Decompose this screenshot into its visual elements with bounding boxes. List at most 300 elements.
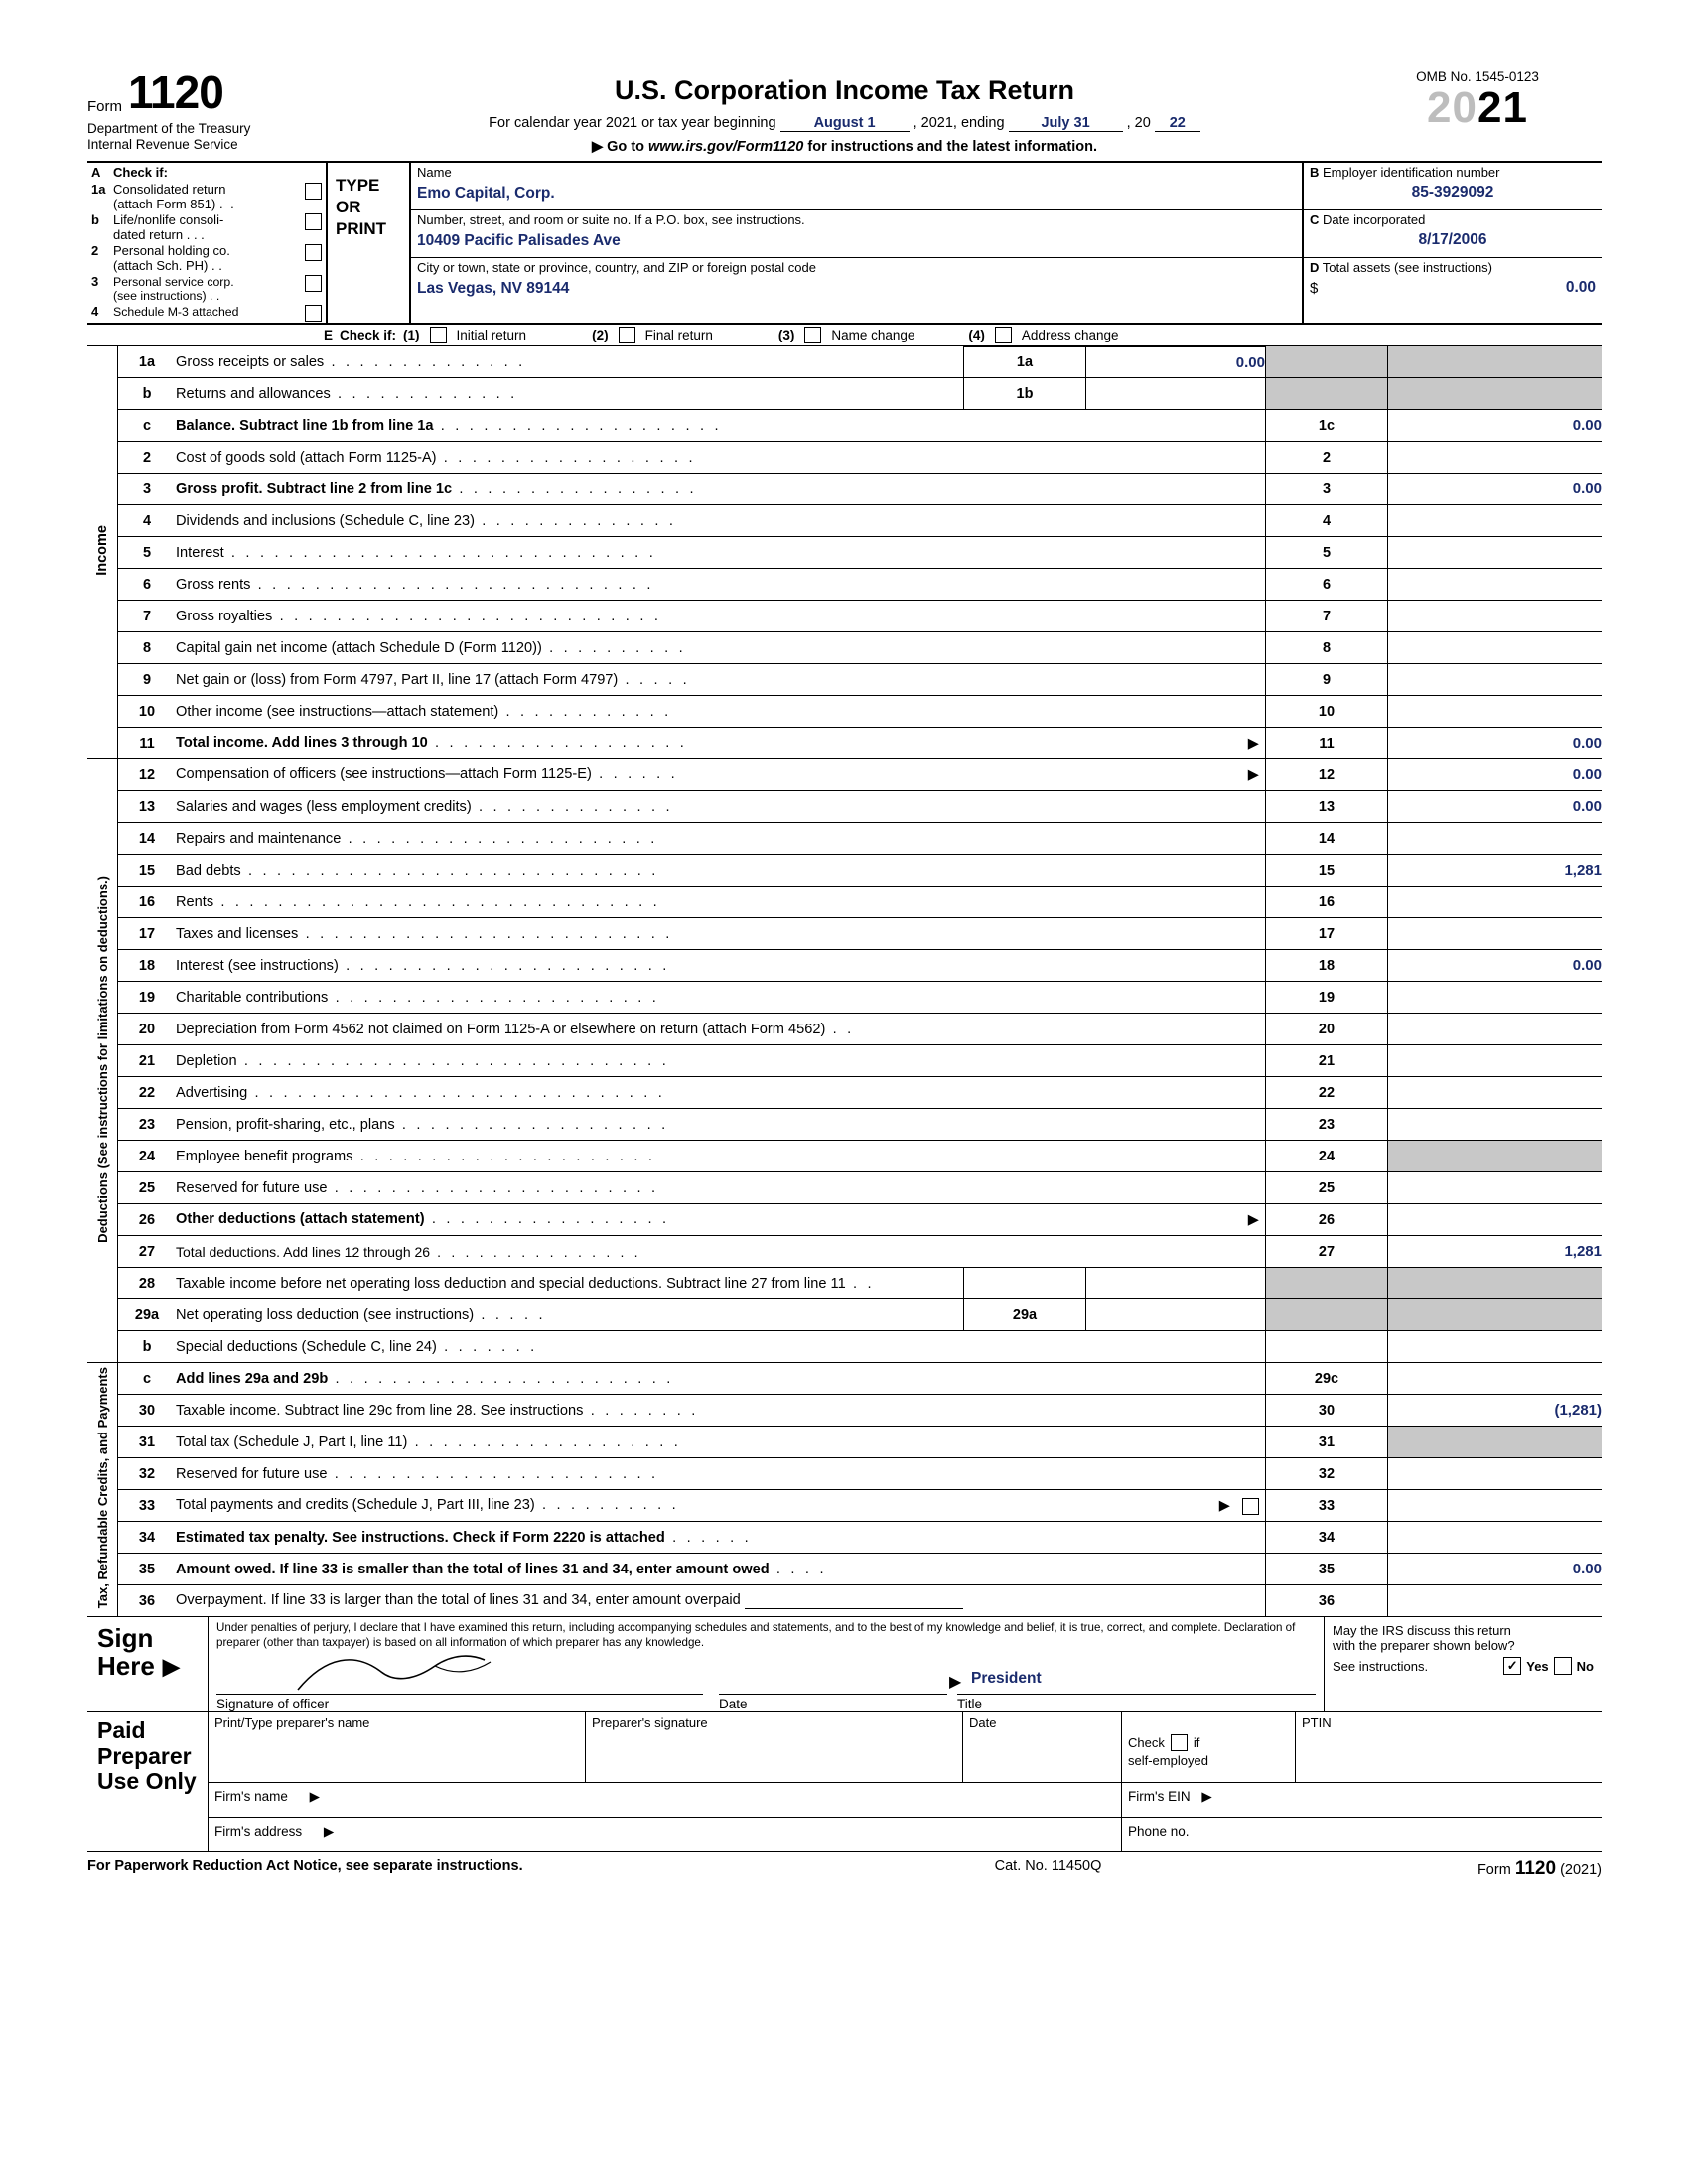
- line-number: 27: [118, 1236, 177, 1268]
- line-amount[interactable]: [1388, 1204, 1603, 1236]
- line-number: 7: [118, 601, 177, 632]
- line-box-number: [1266, 378, 1388, 410]
- signature-date-field[interactable]: Date: [719, 1694, 947, 1711]
- firm-name-field[interactable]: Firm's name ▶: [209, 1783, 1122, 1817]
- paperwork-notice: For Paperwork Reduction Act Notice, see separate instructions.: [87, 1858, 523, 1875]
- tax-year: [1353, 83, 1602, 132]
- form-title-block: [336, 62, 1353, 155]
- row-num-1a: 1a: [91, 181, 106, 197]
- line-box-number: 5: [1266, 537, 1388, 569]
- line-amount[interactable]: 1,281: [1388, 1236, 1603, 1268]
- footer-form-label: Form: [1477, 1862, 1511, 1879]
- sub-box-value[interactable]: [1086, 1268, 1266, 1299]
- date-incorporated-row[interactable]: [1304, 210, 1602, 258]
- row-text-3-line2: (see instructions) . .: [113, 288, 220, 303]
- row-num-3: 3: [91, 273, 99, 289]
- checkbox-form-2220-attached[interactable]: [1242, 1498, 1259, 1515]
- line-box-number: 36: [1266, 1585, 1388, 1617]
- entity-city-caption: City or town, state or province, country, and ZIP or foreign postal code: [417, 260, 816, 275]
- checkbox-schedule-m3[interactable]: [305, 305, 322, 322]
- entity-street-row[interactable]: [411, 210, 1302, 258]
- arrow-icon: ▶: [323, 1824, 335, 1840]
- line-number: 22: [118, 1077, 177, 1109]
- line-description: Rents . . . . . . . . . . . . . . . . . . . . . . . . . . . . . . .: [176, 887, 1266, 918]
- checkbox-life-nonlife[interactable]: [305, 213, 322, 230]
- line-number: 31: [118, 1427, 177, 1458]
- section-label-income: Income: [87, 346, 118, 759]
- arrow-icon: ▶: [309, 1789, 320, 1805]
- check-caption: Check: [1128, 1735, 1165, 1751]
- line-box-number: 15: [1266, 855, 1388, 887]
- checkbox-row-1b[interactable]: [91, 213, 322, 243]
- line-description: Gross receipts or sales . . . . . . . . . . . . . .: [176, 346, 964, 378]
- line-amount[interactable]: [1388, 569, 1603, 601]
- signature-of-officer-field[interactable]: Signature of officer: [216, 1694, 703, 1711]
- line-description: Charitable contributions . . . . . . . . . . . . . . . . . . . . . . .: [176, 982, 1266, 1014]
- line-number: 13: [118, 791, 177, 823]
- line-description: Reserved for future use . . . . . . . . . . . . . . . . . . . . . . .: [176, 1172, 1266, 1204]
- line-number: b: [118, 1331, 177, 1363]
- table-row: [87, 1554, 1602, 1585]
- line-amount[interactable]: [1388, 601, 1603, 632]
- check-if-heading: Check if:: [113, 165, 168, 180]
- line-box-number: 32: [1266, 1458, 1388, 1490]
- line-amount[interactable]: 0.00: [1388, 759, 1603, 791]
- line-box-number: 18: [1266, 950, 1388, 982]
- line-number: b: [118, 378, 177, 410]
- line-description: Interest . . . . . . . . . . . . . . . . . . . . . . . . . . . . . .: [176, 537, 1266, 569]
- arrow-icon: ▶: [1218, 1498, 1230, 1515]
- line-amount[interactable]: 0.00: [1388, 791, 1603, 823]
- line-number: 12: [118, 759, 177, 791]
- table-row: [87, 1077, 1602, 1109]
- right-fields-column: [1302, 163, 1602, 323]
- line-number: 6: [118, 569, 177, 601]
- line-description: Estimated tax penalty. See instructions. Check if Form 2220 is attached . . . . . .: [176, 1522, 1266, 1554]
- perjury-statement: Under penalties of perjury, I declare that I have examined this return, including accompanying schedules and statements, and to the best of my knowledge and belief, it is true, correct, and complete. Declaration of preparer (other than taxpayer) is based on all information of which preparer has any knowledge.: [216, 1621, 1296, 1649]
- entity-name-caption: Name: [417, 165, 452, 180]
- total-assets-value[interactable]: 0.00: [1565, 279, 1596, 296]
- line-amount[interactable]: [1388, 696, 1603, 728]
- line-box-number: [1266, 1299, 1388, 1331]
- period-year-label: , 20: [1126, 115, 1151, 131]
- line-amount: [1388, 1268, 1603, 1299]
- line-description: Gross profit. Subtract line 2 from line 1c . . . . . . . . . . . . . . . . .: [176, 474, 1266, 505]
- entity-city-value[interactable]: Las Vegas, NV 89144: [417, 280, 570, 297]
- check-if-letter: A: [91, 165, 101, 180]
- line-amount[interactable]: [1388, 982, 1603, 1014]
- row-text-1b-line2: dated return . . .: [113, 226, 205, 242]
- line-box-number: 14: [1266, 823, 1388, 855]
- line-number: 10: [118, 696, 177, 728]
- line-box-number: 6: [1266, 569, 1388, 601]
- page-footer: [87, 1858, 1602, 1880]
- sub-box-label: 1a: [964, 346, 1086, 378]
- total-assets-letter: D: [1310, 260, 1320, 275]
- checkbox-row-1a[interactable]: [91, 183, 322, 212]
- line-amount[interactable]: [1388, 1109, 1603, 1141]
- sign-here-section: [87, 1617, 1602, 1712]
- line-description: Interest (see instructions) . . . . . . . . . . . . . . . . . . . . . . .: [176, 950, 1266, 982]
- line-box-number: [1266, 1331, 1388, 1363]
- checkbox-consolidated-return[interactable]: [305, 183, 322, 200]
- ein-letter: B: [1310, 165, 1320, 180]
- instructions-link-line: [336, 139, 1353, 155]
- arrow-icon: ▶: [162, 1653, 180, 1679]
- line-description: Other deductions (attach statement) . . . . . . . . . . . . . . . . . ▶: [176, 1204, 1266, 1236]
- entity-name-value[interactable]: Emo Capital, Corp.: [417, 185, 555, 202]
- form-lines-table: [87, 346, 1602, 1618]
- ein-value[interactable]: 85-3929092: [1411, 184, 1494, 201]
- checkbox-row-4[interactable]: [91, 305, 322, 322]
- arrow-icon: ▶: [1201, 1789, 1212, 1805]
- checkbox-self-employed[interactable]: [1171, 1734, 1188, 1751]
- line-box-number: [1266, 346, 1388, 378]
- preparer-label-line1: Paid: [97, 1717, 146, 1744]
- sub-box-value[interactable]: [1086, 378, 1266, 410]
- line-description: Depreciation from Form 4562 not claimed on Form 1125-A or elsewhere on return (attach Form 4562) . .: [176, 1014, 1266, 1045]
- firm-ein-field[interactable]: Firm's EIN ▶: [1128, 1789, 1212, 1805]
- preparer-date-field[interactable]: Date: [963, 1712, 1122, 1782]
- line-number: 16: [118, 887, 177, 918]
- irs-discuss-line1: May the IRS discuss this return: [1333, 1623, 1511, 1639]
- tax-period-line: [336, 115, 1353, 132]
- yes-label: Yes: [1526, 1658, 1549, 1674]
- line-description: Overpayment. If line 33 is larger than the total of lines 31 and 34, enter amount overpaid: [176, 1585, 1266, 1617]
- year-prefix: 20: [1427, 83, 1477, 132]
- table-row: [87, 696, 1602, 728]
- line-description: Returns and allowances . . . . . . . . . . . . .: [176, 378, 964, 410]
- omb-number: OMB No. 1545-0123: [1416, 69, 1539, 84]
- period-mid: , 2021, ending: [913, 115, 1005, 131]
- line-amount: [1388, 1141, 1603, 1172]
- line-description: Repairs and maintenance . . . . . . . . . . . . . . . . . . . . . .: [176, 823, 1266, 855]
- line-amount[interactable]: 0.00: [1388, 474, 1603, 505]
- line-amount[interactable]: 0.00: [1388, 1554, 1603, 1585]
- row-text-1a-line1: Consolidated return: [113, 181, 226, 197]
- row-text-1a-line2: (attach Form 851): [113, 196, 216, 211]
- signature-mark: [286, 1650, 584, 1694]
- line-amount: [1388, 1427, 1603, 1458]
- table-row: [87, 1204, 1602, 1236]
- table-row: [87, 505, 1602, 537]
- period-begin-field[interactable]: August 1: [780, 115, 910, 132]
- table-row: [87, 537, 1602, 569]
- table-row: [87, 1268, 1602, 1299]
- line-description: Total deductions. Add lines 12 through 26 . . . . . . . . . . . . . . .: [176, 1236, 1266, 1268]
- omb-block: [1353, 62, 1602, 130]
- form-number: 1120: [128, 67, 223, 118]
- table-row: [87, 1172, 1602, 1204]
- row-e-label: Check if:: [340, 327, 397, 342]
- line-box-number: 29c: [1266, 1363, 1388, 1395]
- ein-caption: Employer identification number: [1323, 165, 1500, 180]
- line-amount[interactable]: [1388, 1014, 1603, 1045]
- line-description: Cost of goods sold (attach Form 1125-A) . . . . . . . . . . . . . . . . . .: [176, 442, 1266, 474]
- line-amount[interactable]: [1388, 1363, 1603, 1395]
- sub-box-label: 1b: [964, 378, 1086, 410]
- line-number: 4: [118, 505, 177, 537]
- line-description: Compensation of officers (see instructions—attach Form 1125-E) . . . . . . ▶: [176, 759, 1266, 791]
- line-amount[interactable]: [1388, 1045, 1603, 1077]
- line-number: 33: [118, 1490, 177, 1522]
- line-number: c: [118, 1363, 177, 1395]
- form-word: Form: [87, 97, 122, 115]
- table-row: [87, 474, 1602, 505]
- irs-discuss-box: [1324, 1617, 1602, 1711]
- line-box-number: 24: [1266, 1141, 1388, 1172]
- row-e-check-if: [87, 325, 1602, 346]
- line-description: Add lines 29a and 29b . . . . . . . . . . . . . . . . . . . . . . . .: [176, 1363, 1266, 1395]
- table-row: [87, 632, 1602, 664]
- entity-city-row[interactable]: [411, 258, 1302, 306]
- line-box-number: 27: [1266, 1236, 1388, 1268]
- line-box-number: 31: [1266, 1427, 1388, 1458]
- table-row: [87, 855, 1602, 887]
- checkbox-personal-holding[interactable]: [305, 244, 322, 261]
- line-box-number: 34: [1266, 1522, 1388, 1554]
- date-incorporated-letter: C: [1310, 212, 1320, 227]
- form-sheet: [87, 62, 1602, 1880]
- preparer-self-employed-check[interactable]: [1122, 1712, 1296, 1782]
- type-or-print-label: TYPE OR PRINT: [326, 163, 411, 323]
- table-row: [87, 1395, 1602, 1427]
- check-if-column: [87, 163, 326, 323]
- period-prefix: For calendar year 2021 or tax year beginning: [489, 115, 776, 131]
- table-row: [87, 601, 1602, 632]
- line-amount[interactable]: [1388, 1490, 1603, 1522]
- table-row: [87, 1141, 1602, 1172]
- line-description: Taxable income before net operating loss deduction and special deductions. Subtract line 27 from line 11 . .: [176, 1268, 964, 1299]
- line-box-number: 8: [1266, 632, 1388, 664]
- line-description: Advertising . . . . . . . . . . . . . . . . . . . . . . . . . . . . .: [176, 1077, 1266, 1109]
- table-row: [87, 1236, 1602, 1268]
- line-box-number: 2: [1266, 442, 1388, 474]
- row-e-opt3-label: Name change: [831, 327, 915, 342]
- line-amount[interactable]: 0.00: [1388, 950, 1603, 982]
- line-amount: [1388, 1299, 1603, 1331]
- line-description: Amount owed. If line 33 is smaller than the total of lines 31 and 34, enter amount owed . . . .: [176, 1554, 1266, 1585]
- preparer-name-field[interactable]: Print/Type preparer's name: [209, 1712, 586, 1782]
- line-box-number: 20: [1266, 1014, 1388, 1045]
- line-description: Capital gain net income (attach Schedule D (Form 1120)) . . . . . . . . . .: [176, 632, 1266, 664]
- officer-title-value[interactable]: President: [971, 1670, 1042, 1688]
- entity-fields: [411, 163, 1302, 323]
- table-row: [87, 1522, 1602, 1554]
- checkbox-irs-discuss-yes[interactable]: ✓: [1503, 1657, 1521, 1675]
- line-amount[interactable]: 0.00: [1388, 728, 1603, 759]
- row-dots-1a: . .: [218, 196, 236, 211]
- section-label-deductions: Deductions (See instructions for limitations on deductions.): [87, 759, 118, 1363]
- line-amount[interactable]: [1388, 1172, 1603, 1204]
- row-e-opt4-num: (4): [968, 327, 985, 342]
- preparer-signature-field[interactable]: Preparer's signature: [586, 1712, 963, 1782]
- line-number: 3: [118, 474, 177, 505]
- department-line: Department of the Treasury: [87, 120, 251, 136]
- firm-address-field[interactable]: Firm's address ▶: [209, 1818, 1122, 1851]
- table-row: [87, 887, 1602, 918]
- row-num-2: 2: [91, 242, 99, 258]
- signature-area: [209, 1617, 1324, 1711]
- goto-suffix: for instructions and the latest information.: [807, 139, 1098, 155]
- table-row: [87, 346, 1602, 378]
- arrow-icon: ▶: [1247, 736, 1259, 752]
- officer-title-field[interactable]: Title: [957, 1694, 1316, 1711]
- line-box-number: 23: [1266, 1109, 1388, 1141]
- line-amount[interactable]: [1388, 632, 1603, 664]
- line-number: 26: [118, 1204, 177, 1236]
- line-number: 30: [118, 1395, 177, 1427]
- line-amount[interactable]: [1388, 1522, 1603, 1554]
- irs-discuss-line3: See instructions.: [1333, 1658, 1429, 1674]
- table-row: [87, 1331, 1602, 1363]
- table-row: [87, 823, 1602, 855]
- line-amount[interactable]: [1388, 1077, 1603, 1109]
- line-amount[interactable]: 0.00: [1388, 410, 1603, 442]
- preparer-ptin-field[interactable]: PTIN: [1302, 1715, 1332, 1731]
- checkbox-initial-return[interactable]: [430, 327, 447, 343]
- checkbox-final-return[interactable]: [619, 327, 635, 343]
- line-amount[interactable]: [1388, 887, 1603, 918]
- line-box-number: 11: [1266, 728, 1388, 759]
- sub-box-value[interactable]: 0.00: [1086, 346, 1266, 378]
- table-row: [87, 1109, 1602, 1141]
- line-description: Total tax (Schedule J, Part I, line 11) . . . . . . . . . . . . . . . . . . .: [176, 1427, 1266, 1458]
- checkbox-row-3[interactable]: [91, 275, 322, 303]
- sub-box-label: 29a: [964, 1299, 1086, 1331]
- row-text-1b-line1: Life/nonlife consoli-: [113, 211, 224, 227]
- line-amount: [1388, 346, 1603, 378]
- table-row: [87, 664, 1602, 696]
- sub-box-value[interactable]: [1086, 1299, 1266, 1331]
- checkbox-name-change[interactable]: [804, 327, 821, 343]
- entity-street-caption: Number, street, and room or suite no. If a P.O. box, see instructions.: [417, 212, 805, 227]
- paid-preparer-section: [87, 1712, 1602, 1852]
- line-amount[interactable]: [1388, 664, 1603, 696]
- line-number: 2: [118, 442, 177, 474]
- line-description: Dividends and inclusions (Schedule C, line 23) . . . . . . . . . . . . . .: [176, 505, 1266, 537]
- sub-box-label: [964, 1268, 1086, 1299]
- table-row: [87, 1045, 1602, 1077]
- table-row: [87, 1363, 1602, 1395]
- table-row: [87, 728, 1602, 759]
- checkbox-address-change[interactable]: [995, 327, 1012, 343]
- table-row: [87, 1299, 1602, 1331]
- table-row: [87, 1458, 1602, 1490]
- line-description: Other income (see instructions—attach statement) . . . . . . . . . . . .: [176, 696, 1266, 728]
- line-description: Reserved for future use . . . . . . . . . . . . . . . . . . . . . . .: [176, 1458, 1266, 1490]
- line-number: 32: [118, 1458, 177, 1490]
- line-description: Employee benefit programs . . . . . . . . . . . . . . . . . . . . .: [176, 1141, 1266, 1172]
- total-assets-caption: Total assets (see instructions): [1322, 260, 1493, 275]
- row-text-3-line1: Personal service corp.: [113, 274, 234, 289]
- line-box-number: 9: [1266, 664, 1388, 696]
- line-description: Gross rents . . . . . . . . . . . . . . . . . . . . . . . . . . . .: [176, 569, 1266, 601]
- row-num-4: 4: [91, 303, 99, 319]
- date-incorporated-value[interactable]: 8/17/2006: [1418, 231, 1487, 248]
- irs-discuss-line2: with the preparer shown below?: [1333, 1638, 1515, 1654]
- line-amount[interactable]: (1,281): [1388, 1395, 1603, 1427]
- line-amount[interactable]: [1388, 918, 1603, 950]
- line-description: Total income. Add lines 3 through 10 . . . . . . . . . . . . . . . . . . ▶: [176, 728, 1266, 759]
- line-number: c: [118, 410, 177, 442]
- firm-phone-field[interactable]: Phone no.: [1128, 1824, 1190, 1840]
- table-row: [87, 759, 1602, 791]
- line-number: 11: [118, 728, 177, 759]
- catalog-number: Cat. No. 11450Q: [994, 1858, 1102, 1875]
- irs-url[interactable]: www.irs.gov/Form1120: [648, 139, 804, 155]
- checkbox-personal-service[interactable]: [305, 275, 322, 292]
- line-number: 36: [118, 1585, 177, 1617]
- line-number: 21: [118, 1045, 177, 1077]
- line-box-number: 13: [1266, 791, 1388, 823]
- line-amount[interactable]: [1388, 505, 1603, 537]
- line-number: 35: [118, 1554, 177, 1585]
- preparer-label-line2: Preparer: [97, 1742, 192, 1769]
- section-label-tax: Tax, Refundable Credits, and Payments: [87, 1363, 118, 1617]
- line-amount[interactable]: [1388, 823, 1603, 855]
- line-box-number: 35: [1266, 1554, 1388, 1585]
- period-year-field[interactable]: 22: [1155, 115, 1200, 132]
- form-header: [87, 62, 1602, 155]
- paid-preparer-fields: [209, 1712, 1602, 1851]
- line-box-number: 12: [1266, 759, 1388, 791]
- line-box-number: 33: [1266, 1490, 1388, 1522]
- entity-street-value[interactable]: 10409 Pacific Palisades Ave: [417, 232, 621, 249]
- dollar-sign: $: [1310, 280, 1319, 297]
- row-e-opt1-num: (1): [403, 327, 420, 342]
- table-row: [87, 1585, 1602, 1617]
- row-e-opt2-num: (2): [592, 327, 609, 342]
- line-number: 28: [118, 1268, 177, 1299]
- row-num-1b: b: [91, 211, 99, 227]
- row-e-opt4-label: Address change: [1021, 327, 1119, 342]
- preparer-label-line3: Use Only: [97, 1767, 197, 1794]
- table-row: [87, 410, 1602, 442]
- row-text-2-line2: (attach Sch. PH) . .: [113, 257, 222, 273]
- line-number: 23: [118, 1109, 177, 1141]
- line-box-number: 17: [1266, 918, 1388, 950]
- line-number: 25: [118, 1172, 177, 1204]
- no-label: No: [1576, 1658, 1594, 1674]
- line-box-number: 16: [1266, 887, 1388, 918]
- footer-form-year: (2021): [1560, 1862, 1602, 1879]
- date-incorporated-caption: Date incorporated: [1323, 212, 1426, 227]
- line-description: Bad debts . . . . . . . . . . . . . . . . . . . . . . . . . . . . .: [176, 855, 1266, 887]
- line-box-number: 30: [1266, 1395, 1388, 1427]
- line-amount[interactable]: 1,281: [1388, 855, 1603, 887]
- form-identity: [87, 62, 336, 153]
- ein-row[interactable]: [1304, 163, 1602, 210]
- line-amount: [1388, 378, 1603, 410]
- entity-name-row[interactable]: [411, 163, 1302, 210]
- checkbox-row-2[interactable]: [91, 244, 322, 274]
- line-box-number: 7: [1266, 601, 1388, 632]
- line-box-number: 25: [1266, 1172, 1388, 1204]
- table-row: [87, 918, 1602, 950]
- line-amount[interactable]: [1388, 442, 1603, 474]
- line-amount[interactable]: [1388, 1458, 1603, 1490]
- period-end-field[interactable]: July 31: [1009, 115, 1123, 132]
- sign-label-line2: Here: [97, 1650, 155, 1681]
- line-amount[interactable]: [1388, 1331, 1603, 1363]
- table-row: [87, 791, 1602, 823]
- line-amount[interactable]: [1388, 1585, 1603, 1617]
- total-assets-row[interactable]: [1304, 258, 1602, 306]
- line-amount[interactable]: [1388, 537, 1603, 569]
- checkbox-irs-discuss-no[interactable]: [1554, 1657, 1572, 1675]
- line-description: Total payments and credits (Schedule J, Part III, line 23) . . . . . . . . . . ▶: [176, 1490, 1266, 1522]
